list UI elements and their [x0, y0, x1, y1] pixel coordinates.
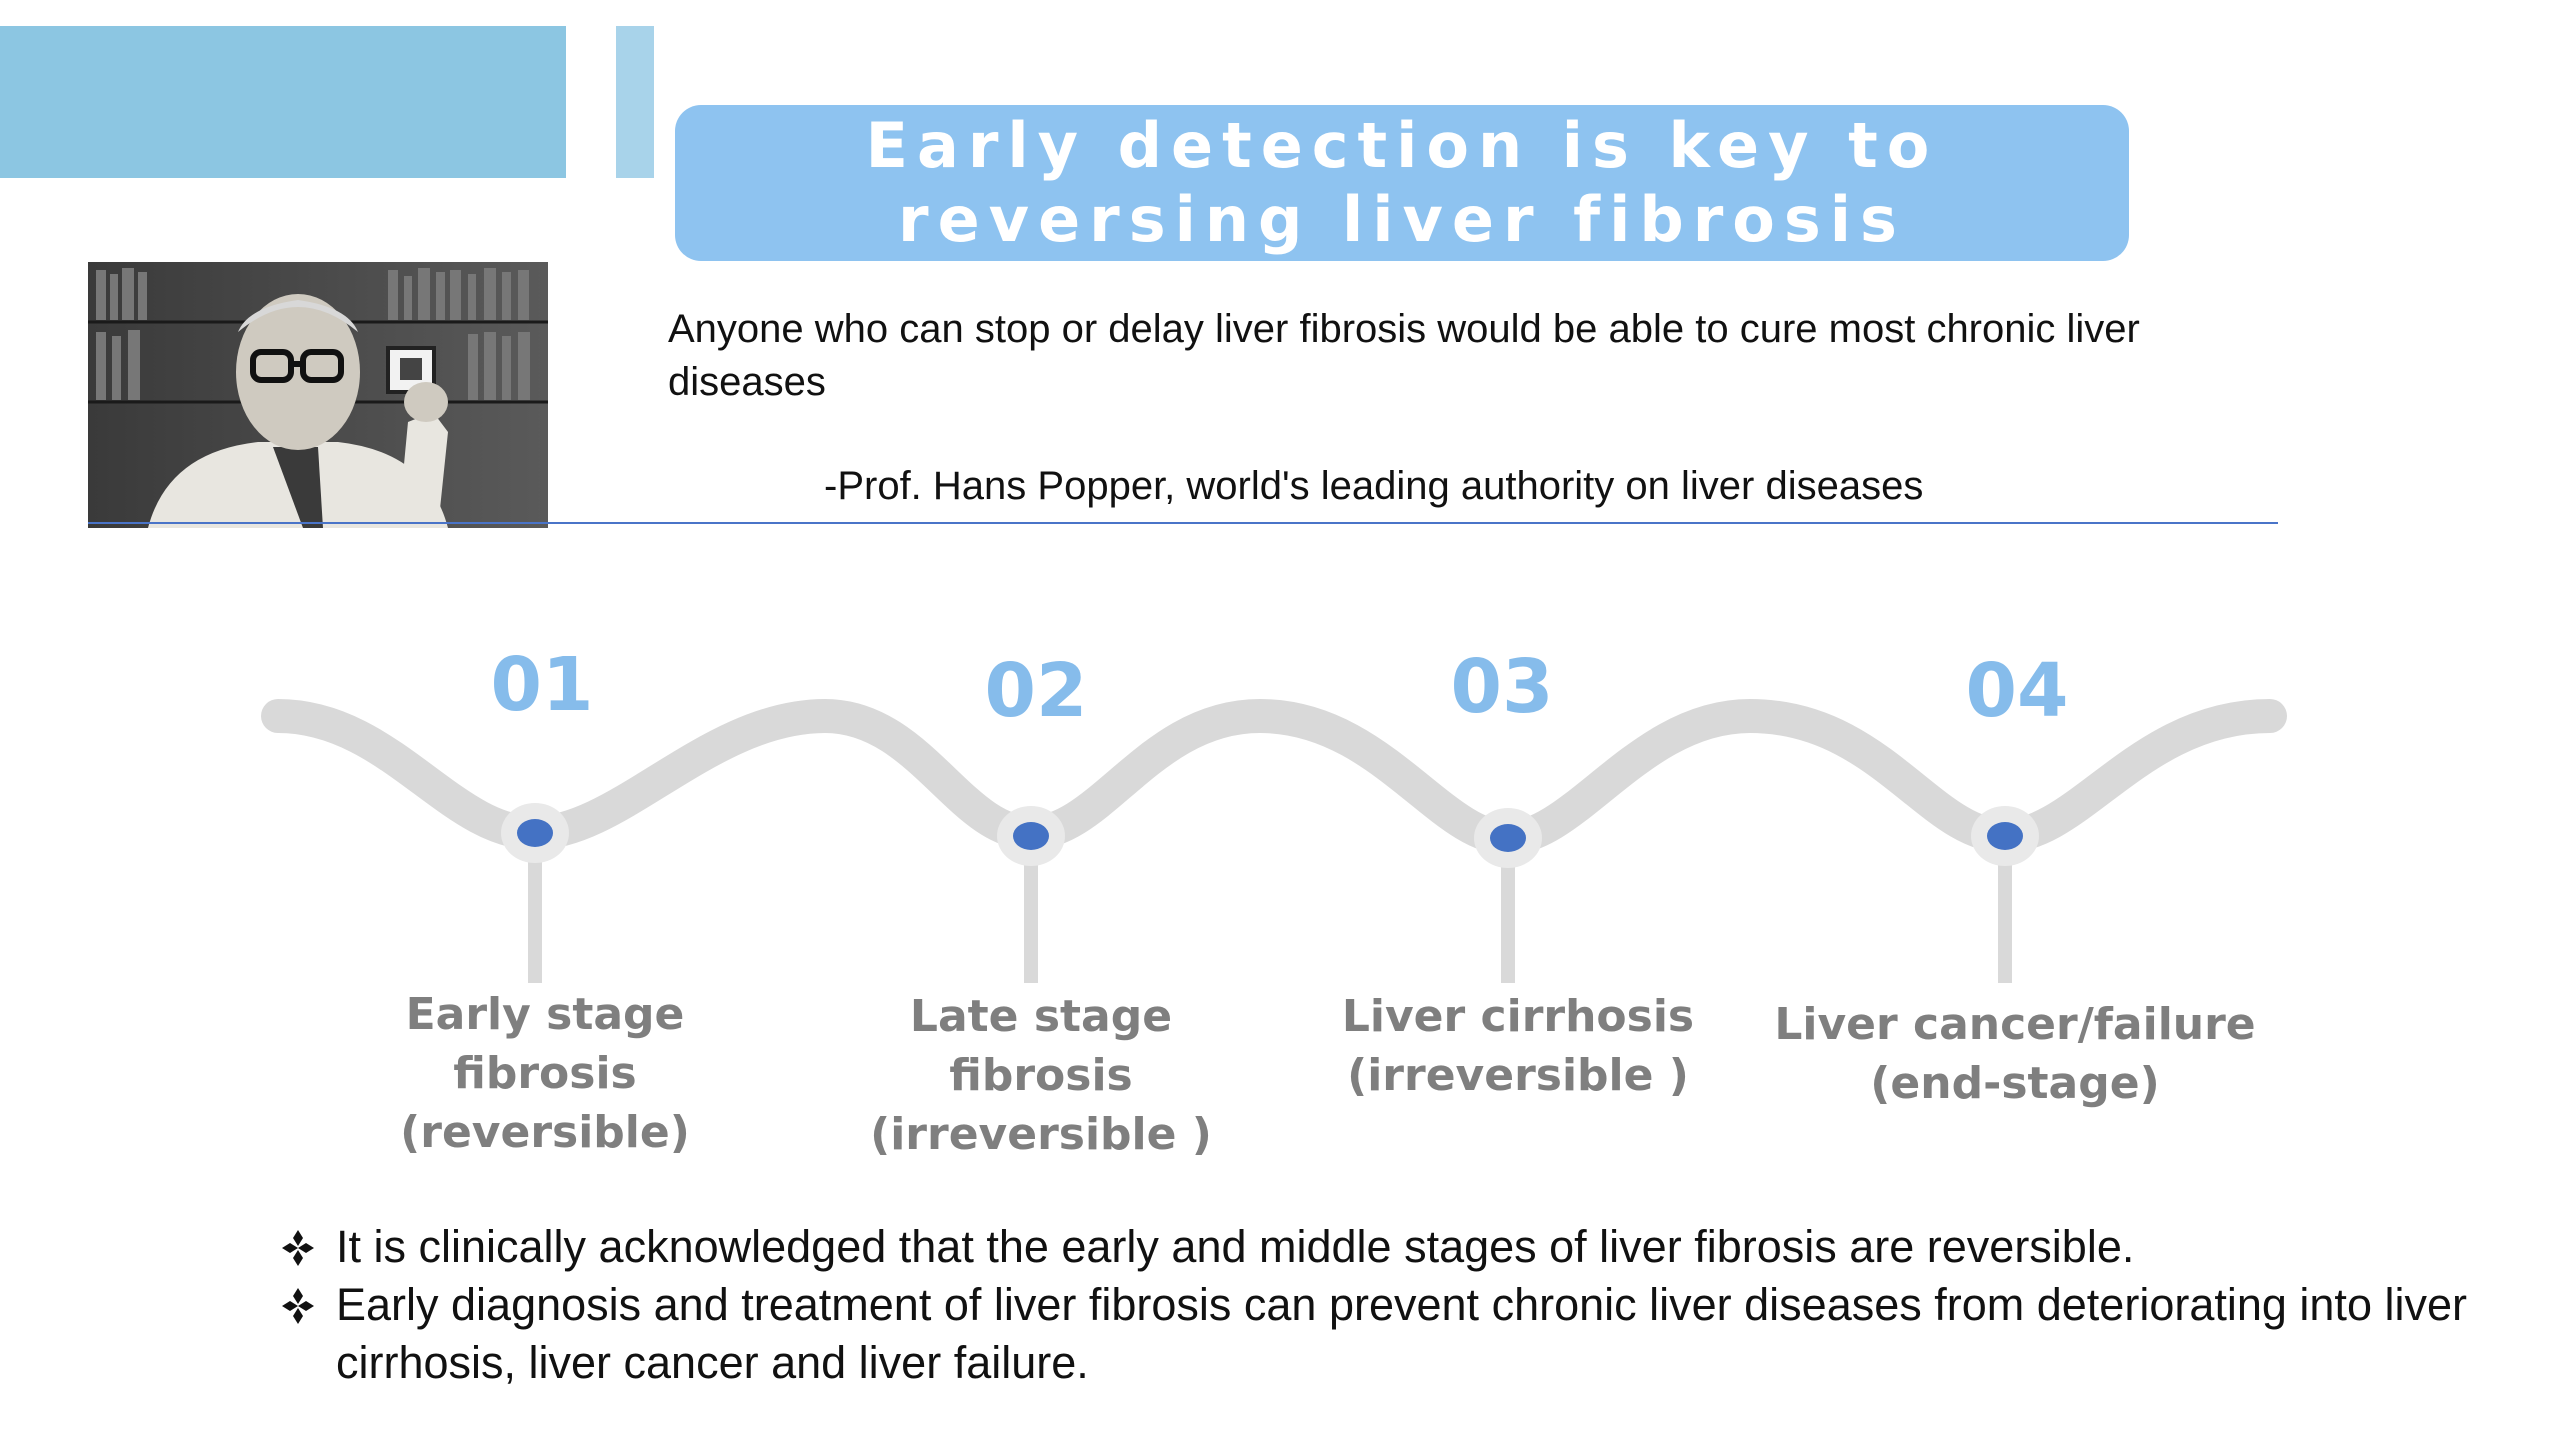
- timeline-dot: [1987, 822, 2023, 850]
- step-label-early-stage: Early stage fibrosis (reversible): [400, 989, 690, 1158]
- step-label-cirrhosis: Liver cirrhosis (irreversible ): [1341, 991, 1695, 1101]
- quote-text: Anyone who can stop or delay liver fibrosis would be able to cure most chronic liver diseases: [668, 307, 2140, 404]
- bullet-item: [278, 1218, 2528, 1276]
- diamond-bullet-icon: [278, 1276, 318, 1334]
- timeline-dot: [1013, 822, 1049, 850]
- slide-title: Early detection is key to reversing liver fibrosis: [865, 109, 1939, 256]
- step-number-04: 04: [1965, 648, 2069, 734]
- bullet-text: Early diagnosis and treatment of liver fibrosis can prevent chronic liver diseases from deteriorating into liver cirrhosis, liver cancer and liver failure.: [336, 1279, 2467, 1388]
- bullet-text: It is clinically acknowledged that the early and middle stages of liver fibrosis are reversible.: [336, 1221, 2135, 1272]
- step-label-cancer-failure: Liver cancer/failure (end-stage): [1774, 999, 2256, 1109]
- step-number-01: 01: [490, 642, 594, 728]
- step-number-03: 03: [1450, 644, 1554, 730]
- step-number-02: 02: [984, 648, 1088, 734]
- quote-attribution: -Prof. Hans Popper, world's leading authority on liver diseases: [824, 464, 1924, 508]
- bullet-item: [278, 1276, 2528, 1392]
- timeline-dot: [517, 819, 553, 847]
- step-label-late-stage: Late stage fibrosis (irreversible ): [870, 991, 1212, 1160]
- timeline-dot: [1490, 824, 1526, 852]
- diamond-bullet-icon: [278, 1218, 318, 1276]
- bullet-list: [278, 1218, 2528, 1392]
